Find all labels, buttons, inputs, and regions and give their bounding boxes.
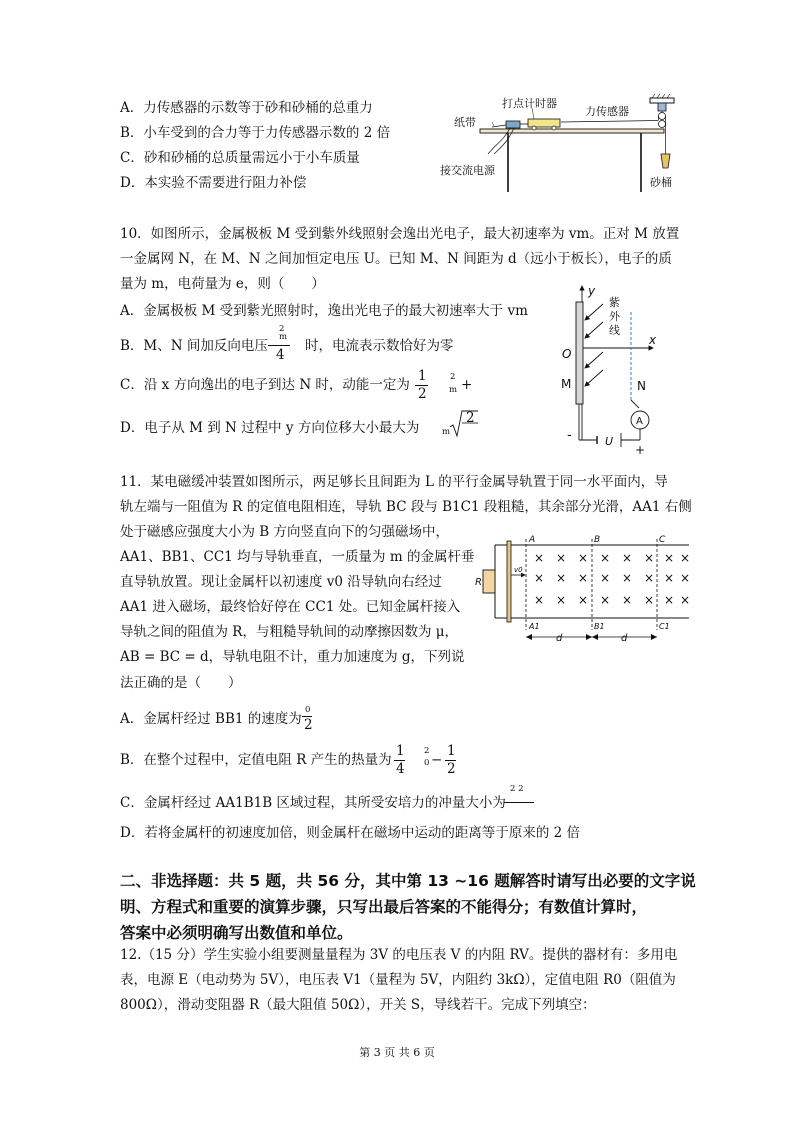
label-a: A xyxy=(529,535,536,545)
q12-line-3: 800Ω），滑动变阻器 R（最大阻值 50Ω），开关 S，导线若干。完成下列填空： xyxy=(120,997,596,1013)
table-pulley xyxy=(659,121,666,128)
label-r: R xyxy=(475,577,482,588)
figure-q9-apparatus xyxy=(436,92,686,198)
q10-option-c-frac-num: 1 xyxy=(418,368,427,384)
label-tape: 纸带 xyxy=(454,116,476,129)
field-cross: × xyxy=(621,571,633,585)
section-2-heading-line-2: 明、方程式和重要的演算步骤，只写出最后答案的不能得分；有数值计算时， xyxy=(120,898,648,916)
field-cross: × xyxy=(621,551,633,565)
label-ammeter: A xyxy=(636,416,643,427)
field-cross: × xyxy=(555,551,567,565)
field-cross: × xyxy=(643,571,655,585)
resistor xyxy=(483,570,495,593)
q9-option-b: B．小车受到的合力等于力传感器示数的 2 倍 xyxy=(120,125,391,141)
q11-option-d: D．若将金属杆的初速度加倍，则金属杆在磁场中运动的距离等于原来的 2 倍 xyxy=(120,825,580,841)
q10-option-b-frac-den: 4 xyxy=(276,347,285,363)
q9-option-a: A．力传感器的示数等于砂和砂桶的总重力 xyxy=(120,100,373,116)
q11-option-c-bar xyxy=(504,802,534,803)
label-c1: C1 xyxy=(659,622,670,631)
q11-option-a-num: 0 xyxy=(305,705,311,715)
q11-option-b-mid: 2 xyxy=(424,746,430,756)
q11-option-b-f2-den: 2 xyxy=(447,761,456,777)
label-o: O xyxy=(562,347,572,361)
field-cross: × xyxy=(577,551,589,565)
q10-option-b-frac-sub: m xyxy=(279,332,288,342)
q10-option-c-sub: m xyxy=(449,385,458,395)
field-cross: × xyxy=(555,571,567,585)
cart xyxy=(528,119,560,127)
label-c: C xyxy=(659,535,666,545)
field-cross: × xyxy=(663,551,675,565)
q10-option-b-frac-top: 2 xyxy=(279,324,285,334)
q10-option-d-sub: m xyxy=(442,427,451,437)
plate-m xyxy=(576,302,583,404)
label-a1: A1 xyxy=(529,622,540,631)
sensor-pulley xyxy=(659,113,666,120)
field-cross: × xyxy=(599,551,611,565)
q11-line-6: AA1 进入磁场，最终恰好停在 CC1 处。已知金属杆接入 xyxy=(120,599,461,615)
field-cross: × xyxy=(533,551,545,565)
field-cross: × xyxy=(533,571,545,585)
paper-tape xyxy=(492,125,506,127)
label-n: N xyxy=(637,379,646,393)
field-cross: × xyxy=(555,593,567,607)
field-cross: × xyxy=(599,571,611,585)
q11-option-c-sup: 2 2 xyxy=(510,784,524,794)
sand-bucket xyxy=(661,154,670,168)
q12-line-2: 表，电源 E（电动势为 5V），电压表 V1（量程为 5V，内阻约 3kΩ），定值电阻 R0（阻值为 xyxy=(120,972,676,988)
q11-option-b-f2-num: 1 xyxy=(447,743,456,759)
label-b: B xyxy=(594,535,601,545)
field-cross: × xyxy=(577,593,589,607)
field-cross: × xyxy=(679,571,691,585)
label-b1: B1 xyxy=(594,622,605,631)
q11-line-7: 导轨之间的阻值为 R，与粗糙导轨间的动摩擦因数为 μ， xyxy=(120,624,459,640)
field-cross: × xyxy=(643,551,655,565)
q11-line-3: 处于磁感应强度大小为 B 方向竖直向下的匀强磁场中， xyxy=(120,524,450,540)
q11-line-8: AB = BC = d，导轨电阻不计，重力加速度为 g，下列说 xyxy=(120,649,465,665)
q11-option-b-f1-den: 4 xyxy=(396,761,405,777)
label-plus: + xyxy=(635,443,646,457)
field-cross: × xyxy=(663,593,675,607)
q10-line-1: 10．如图所示，金属极板 M 受到紫外线照射会逸出光电子，最大初速率为 vm。正对 M 放置 xyxy=(120,226,680,242)
label-d-2: d xyxy=(621,633,628,644)
q11-option-a-text: A．金属杆经过 BB1 的速度为 xyxy=(120,711,302,727)
q10-option-c-frac-den: 2 xyxy=(418,386,427,402)
q10-option-c-text: C．沿 x 方向逸出的电子到达 N 时，动能一定为 xyxy=(120,377,410,393)
label-minus: - xyxy=(567,428,572,443)
q10-option-d-text: D．电子从 M 到 N 过程中 y 方向位移大小最大为 xyxy=(120,420,420,436)
q10-option-c-post: + xyxy=(461,377,473,393)
q11-line-5: 直导轨放置。现让金属杆以初速度 v0 沿导轨向右经过 xyxy=(120,574,442,590)
label-m: M xyxy=(561,377,572,391)
q11-option-b-text: B．在整个过程中，定值电阻 R 产生的热量为 xyxy=(120,752,392,768)
page-number: 第 3 页 共 6 页 xyxy=(359,1046,435,1059)
label-bucket: 砂桶 xyxy=(650,176,672,189)
label-uv-3: 线 xyxy=(609,324,620,337)
ceiling-mount xyxy=(650,98,674,103)
figure-q11-rails xyxy=(471,530,693,646)
label-power: 接交流电源 xyxy=(440,164,495,177)
field-cross: × xyxy=(533,593,545,607)
field-cross: × xyxy=(599,593,611,607)
q11-option-b-f1-num: 1 xyxy=(396,743,405,759)
q11-option-b-minus: − xyxy=(431,752,443,768)
field-cross: × xyxy=(663,571,675,585)
magnetic-field xyxy=(534,551,690,607)
q11-line-1: 11．某电磁缓冲装置如图所示，两足够长且间距为 L 的平行金属导轨置于同一水平面内，导 xyxy=(120,474,668,490)
label-v0: v0 xyxy=(514,566,523,574)
label-uv-1: 紫 xyxy=(609,296,620,309)
q10-option-d-root: 2 xyxy=(466,410,475,426)
q10-line-2: 一金属网 N，在 M、N 之间加恒定电压 U。已知 M、N 间距为 d（远小于板长），电子的质 xyxy=(120,251,672,267)
label-d-1: d xyxy=(556,633,563,644)
label-timer: 打点计时器 xyxy=(502,97,557,110)
field-cross: × xyxy=(679,593,691,607)
q11-option-c-text: C．金属杆经过 AA1B1B 区域过程，其所受安培力的冲量大小为 xyxy=(120,795,506,811)
label-uv-2: 外 xyxy=(609,310,620,323)
q11-option-a-den: 2 xyxy=(304,717,313,733)
label-sensor: 力传感器 xyxy=(585,105,629,118)
q10-option-b-text: B．M、N 间加反向电压 xyxy=(120,338,268,354)
q11-line-4: AA1、BB1、CC1 均与导轨垂直，一质量为 m 的金属杆垂 xyxy=(120,549,475,565)
label-u: U xyxy=(605,435,614,448)
q9-option-c: C．砂和砂桶的总质量需远小于小车质量 xyxy=(120,150,360,166)
field-cross: × xyxy=(643,593,655,607)
field-cross: × xyxy=(621,593,633,607)
field-cross: × xyxy=(577,571,589,585)
section-2-heading-line-3: 答案中必须明确写出数值和单位。 xyxy=(120,924,353,942)
field-cross: × xyxy=(679,551,691,565)
q11-option-b-mid-sub: 0 xyxy=(424,758,430,768)
label-x: x xyxy=(649,333,657,347)
metal-rod xyxy=(507,541,511,622)
force-sensor xyxy=(658,103,666,111)
q10-option-c-sup: 2 xyxy=(450,372,456,382)
spark-timer xyxy=(506,121,520,128)
q12-line-1: 12.（15 分）学生实验小组要测量量程为 3V 的电压表 V 的内阻 RV。提供的器材有：多用电 xyxy=(120,947,678,963)
figure-q10-photoelectric xyxy=(545,282,675,457)
q10-line-3: 量为 m，电荷量为 e，则（ ） xyxy=(120,276,325,292)
q11-line-2: 轨左端与一阻值为 R 的定值电阻相连，导轨 BC 段与 B1C1 段粗糙，其余部分光滑，AA1 右侧 xyxy=(120,499,692,515)
q11-line-9: 法正确的是（ ） xyxy=(120,675,242,691)
q9-option-d: D．本实验不需要进行阻力补偿 xyxy=(120,175,307,191)
q10-option-a: A．金属极板 M 受到紫光照射时，逸出光电子的最大初速率大于 vm xyxy=(120,303,528,319)
label-y: y xyxy=(588,284,596,298)
section-2-heading-line-1: 二、非选择题：共 5 题，共 56 分，其中第 13 ~16 题解答时请写出必要的文字说 xyxy=(120,872,696,890)
q10-option-b-post: 时，电流表示数恰好为零 xyxy=(305,338,454,354)
uv-rays xyxy=(585,304,603,386)
